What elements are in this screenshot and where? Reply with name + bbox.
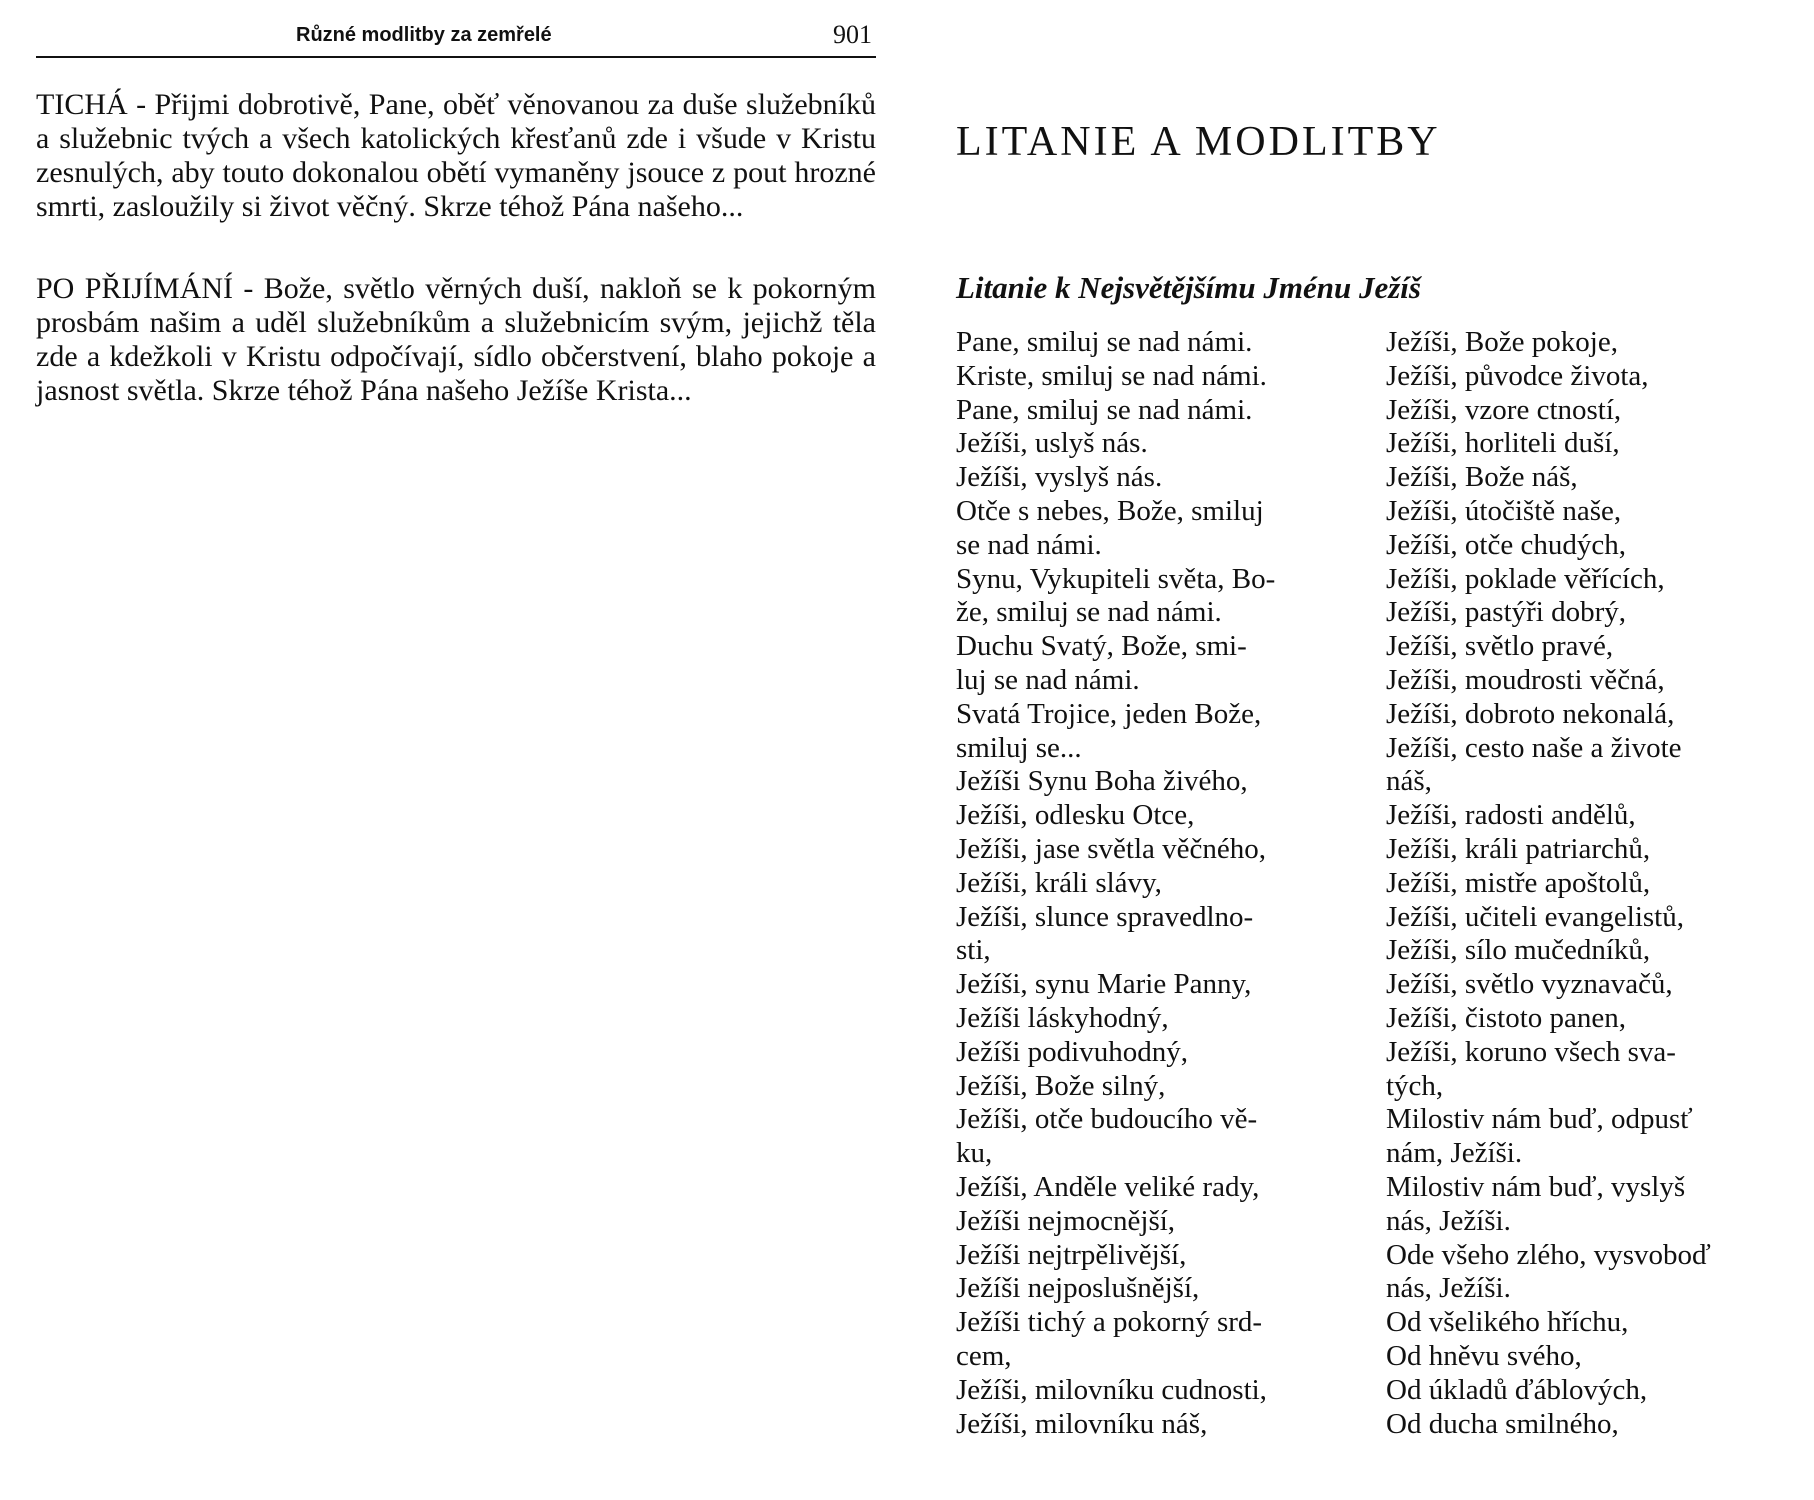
litany-line: Synu, Vykupiteli světa, Bo-: [956, 562, 1276, 595]
running-header: [36, 20, 876, 58]
litany-line: Pane, smiluj se nad námi.: [956, 326, 1253, 358]
litany-line: sti,: [956, 934, 991, 967]
prayer-text: - Bože, světlo věrných duší, nakloň se k pokorným prosbám našim a uděl služebníkům a služebnicím svým, jejichž těla zde a kdežkoli v Kristu odpočívají, sídlo občerstvení, blaho pokoje a jasnost světla. Skrze téhož Pána našeho Ježíše Krista...: [36, 272, 877, 407]
running-head-title: Různé modlitby za zemřelé: [296, 24, 552, 46]
litany-line: Ježíši, Bože silný,: [956, 1069, 1166, 1102]
litany-line: tých,: [1386, 1069, 1444, 1102]
prayer-label: PO PŘIJÍMÁNÍ: [36, 272, 234, 305]
litany-line: Kriste, smiluj se nad námi.: [956, 359, 1267, 392]
litany-column-left: [956, 326, 1366, 1441]
litany-line: Ježíši nejtrpělivější,: [956, 1238, 1187, 1271]
litany-line: Od ducha smilného,: [1386, 1407, 1619, 1440]
litany-line: Pane, smiluj se nad námi.: [956, 393, 1253, 426]
litany-line: Ježíši nejposlušnější,: [956, 1272, 1200, 1305]
litany-line: Od všelikého hříchu,: [1386, 1306, 1629, 1339]
litany-line: Ježíši, čistoto panen,: [1386, 1001, 1627, 1034]
litany-column-right: [1386, 326, 1796, 1441]
litany-line: náš,: [1386, 765, 1432, 798]
litany-line: Ježíši, Bože pokoje,: [1386, 326, 1618, 358]
litany-line: Ježíši podivuhodný,: [956, 1035, 1188, 1068]
litany-line: Ježíši láskyhodný,: [956, 1001, 1169, 1034]
litany-line: nám, Ježíši.: [1386, 1137, 1523, 1170]
litany-line: Ježíši, koruno všech sva-: [1386, 1035, 1676, 1068]
litany-line: Ježíši, učiteli evangelistů,: [1386, 900, 1684, 933]
litany-line: Od hněvu svého,: [1386, 1339, 1582, 1372]
litany-line: Ježíši tichý a pokorný srd-: [956, 1306, 1263, 1339]
litany-line: Ježíši, světlo vyznavačů,: [1386, 968, 1673, 1001]
litany-line: smiluj se...: [956, 731, 1082, 764]
litany-line: Ježíši, útočiště naše,: [1386, 494, 1622, 527]
right-page: [956, 118, 1796, 1441]
litany-line: Duchu Svatý, Bože, smi-: [956, 630, 1247, 663]
litany-line: Ježíši, jase světla věčného,: [956, 832, 1267, 865]
prayer-label: TICHÁ: [36, 88, 128, 121]
litany-line: Ježíši nejmocnější,: [956, 1204, 1176, 1237]
litany-line: Ježíši, Anděle veliké rady,: [956, 1170, 1260, 1203]
litany-line: že, smiluj se nad námi.: [956, 596, 1222, 629]
litany-line: Ježíši, Bože náš,: [1386, 461, 1578, 494]
litany-line: nás, Ježíši.: [1386, 1204, 1511, 1237]
section-title: LITANIE A MODLITBY: [956, 119, 1441, 165]
litany-line: Ježíši, dobroto nekonalá,: [1386, 697, 1675, 730]
litany-line: Ježíši, vyslyš nás.: [956, 461, 1163, 494]
prayer-po-prijimani: [36, 272, 876, 408]
litany-line: Ode všeho zlého, vysvoboď: [1386, 1238, 1711, 1271]
litany-line: Ježíši, mistře apoštolů,: [1386, 866, 1651, 899]
page-number: 901: [833, 20, 872, 49]
litany-line: Otče s nebes, Bože, smiluj: [956, 494, 1264, 527]
litany-line: Ježíši, otče budoucího vě-: [956, 1103, 1258, 1136]
litany-line: ku,: [956, 1137, 993, 1170]
litany-line: Ježíši, cesto naše a živote: [1386, 731, 1682, 764]
litany-line: Ježíši, vzore ctností,: [1386, 393, 1622, 426]
litany-line: Od úkladů ďáblových,: [1386, 1373, 1648, 1406]
litany-line: luj se nad námi.: [956, 663, 1140, 696]
litany-line: Milostiv nám buď, vyslyš: [1386, 1170, 1686, 1203]
litany-line: Ježíši, pastýři dobrý,: [1386, 596, 1627, 629]
litany-line: Ježíši, poklade věřících,: [1386, 562, 1665, 595]
litany-line: Ježíši, uslyš nás.: [956, 427, 1148, 460]
litany-line: Ježíši, odlesku Otce,: [956, 799, 1195, 832]
litany-line: Ježíši Synu Boha živého,: [956, 765, 1248, 798]
litany-line: Milostiv nám buď, odpusť: [1386, 1103, 1693, 1136]
litany-line: Ježíši, milovníku náš,: [956, 1407, 1208, 1440]
litany-columns: [956, 326, 1796, 1441]
litany-line: Ježíši, původce života,: [1386, 359, 1649, 392]
litany-title: Litanie k Nejsvětějšímu Jménu Ježíš: [956, 270, 1421, 305]
litany-line: Ježíši, otče chudých,: [1386, 528, 1626, 561]
prayer-ticha: [36, 88, 876, 224]
litany-line: Ježíši, sílo mučedníků,: [1386, 934, 1651, 967]
litany-line: nás, Ježíši.: [1386, 1272, 1511, 1305]
litany-line: se nad námi.: [956, 528, 1102, 561]
litany-line: Ježíši, horliteli duší,: [1386, 427, 1620, 460]
left-page: [36, 20, 876, 438]
litany-line: Ježíši, králi patriarchů,: [1386, 832, 1651, 865]
litany-line: Ježíši, milovníku cudnosti,: [956, 1373, 1267, 1406]
prayer-text: - Přijmi dobrotivě, Pane, oběť věnovanou za duše služebníků a služebnic tvých a všech katolických křesťanů zde i všude v Kristu zesnulých, aby touto dokonalou obětí vymaněny jsouce z pout hrozné smrti, zasloužily si život věčný. Skrze téhož Pána našeho...: [36, 88, 876, 223]
litany-line: Ježíši, slunce spravedlno-: [956, 900, 1254, 933]
litany-line: Ježíši, radosti andělů,: [1386, 799, 1636, 832]
litany-line: Svatá Trojice, jeden Bože,: [956, 697, 1262, 730]
litany-line: Ježíši, světlo pravé,: [1386, 630, 1614, 663]
litany-line: Ježíši, moudrosti věčná,: [1386, 663, 1665, 696]
litany-line: cem,: [956, 1339, 1012, 1372]
litany-line: Ježíši, synu Marie Panny,: [956, 968, 1252, 1001]
litany-line: Ježíši, králi slávy,: [956, 866, 1162, 899]
